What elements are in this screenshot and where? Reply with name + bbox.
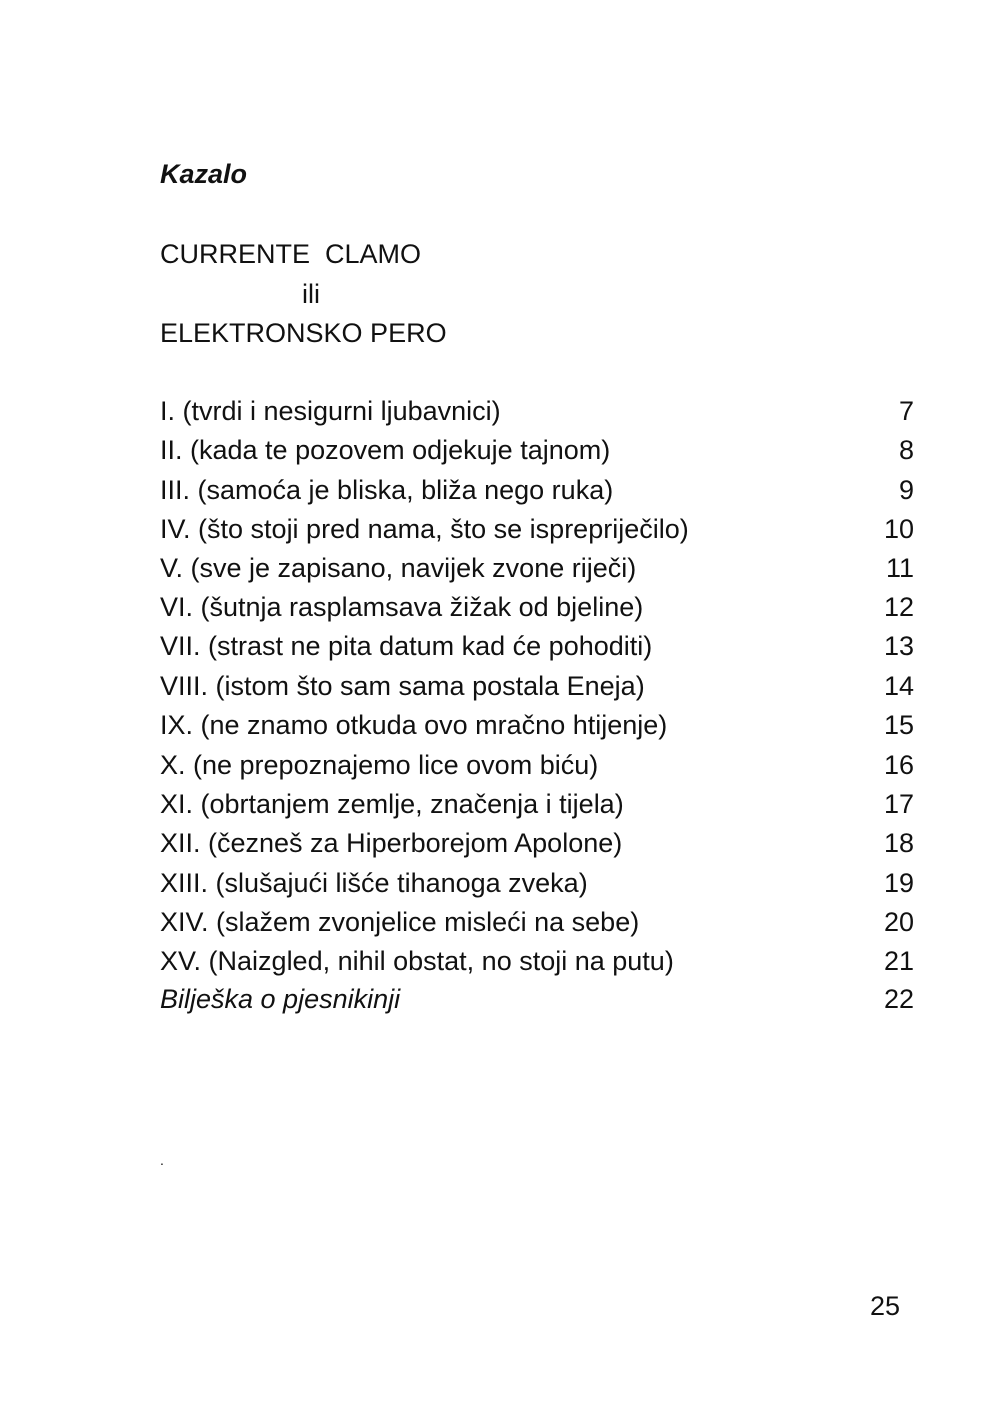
toc-row xyxy=(160,627,914,665)
toc-page-number: 15 xyxy=(883,710,914,740)
toc-page-number: 9 xyxy=(898,475,914,505)
stray-mark: . xyxy=(160,1152,164,1168)
toc-entry-title: X. (ne prepoznajemo lice ovom biću) xyxy=(160,750,599,780)
toc-row xyxy=(160,431,914,469)
toc-row xyxy=(160,706,914,744)
toc-entry-title: XII. (čezneš za Hiperborejom Apolone) xyxy=(160,828,623,858)
toc-entry-title: III. (samoća je bliska, bliža nego ruka) xyxy=(160,475,614,505)
page-heading: Kazalo xyxy=(160,159,248,189)
toc-page-number: 19 xyxy=(883,868,914,898)
toc-page-number: 17 xyxy=(883,789,914,819)
toc-page-number: 13 xyxy=(883,631,914,661)
toc-row xyxy=(160,980,914,1018)
toc-entry-title: VII. (strast ne pita datum kad će pohoditi) xyxy=(160,631,653,661)
toc-page-number: 11 xyxy=(885,553,914,583)
toc-entry-title: IX. (ne znamo otkuda ovo mračno htijenje) xyxy=(160,710,668,740)
toc-page-number: 18 xyxy=(883,828,914,858)
toc-row xyxy=(160,392,914,430)
toc-page-number: 7 xyxy=(898,396,914,426)
toc-row xyxy=(160,667,914,705)
book-title-line-1: CURRENTE CLAMO xyxy=(160,239,422,269)
toc-page-number: 16 xyxy=(883,750,914,780)
toc-entry-title: V. (sve je zapisano, navijek zvone riječi) xyxy=(160,553,637,583)
toc-page-number: 10 xyxy=(883,514,914,544)
toc-row xyxy=(160,549,914,587)
toc-row xyxy=(160,824,914,862)
toc-entry-title: IV. (što stoji pred nama, što se isprepriječilo) xyxy=(160,514,689,544)
book-title-line-3: ELEKTRONSKO PERO xyxy=(160,318,447,348)
toc-page-number: 22 xyxy=(883,984,914,1014)
toc-row xyxy=(160,864,914,902)
toc-row xyxy=(160,471,914,509)
toc-entry-title: Bilješka o pjesnikinji xyxy=(160,984,401,1014)
toc-row xyxy=(160,903,914,941)
book-title-line-2: ili xyxy=(302,279,320,309)
toc-entry-title: VIII. (istom što sam sama postala Eneja) xyxy=(160,671,645,701)
toc-entry-title: II. (kada te pozovem odjekuje tajnom) xyxy=(160,435,611,465)
toc-row xyxy=(160,746,914,784)
toc-page-number: 20 xyxy=(883,907,914,937)
toc-entry-title: I. (tvrdi i nesigurni ljubavnici) xyxy=(160,396,501,426)
toc-page-number: 8 xyxy=(898,435,914,465)
toc-row xyxy=(160,510,914,548)
toc-row xyxy=(160,588,914,626)
toc-page-number: 12 xyxy=(883,592,914,622)
toc-entry-title: XIV. (slažem zvonjelice misleći na sebe) xyxy=(160,907,640,937)
toc-entry-title: XIII. (slušajući lišće tihanoga zveka) xyxy=(160,868,588,898)
page-number: 25 xyxy=(870,1291,901,1321)
toc-page-number: 14 xyxy=(883,671,914,701)
toc-entry-title: XI. (obrtanjem zemlje, značenja i tijela) xyxy=(160,789,624,819)
toc-row xyxy=(160,942,914,980)
toc-entry-title: VI. (šutnja rasplamsava žižak od bjeline) xyxy=(160,592,644,622)
toc-entry-title: XV. (Naizgled, nihil obstat, no stoji na putu) xyxy=(160,946,674,976)
toc-page-number: 21 xyxy=(883,946,914,976)
toc-row xyxy=(160,785,914,823)
